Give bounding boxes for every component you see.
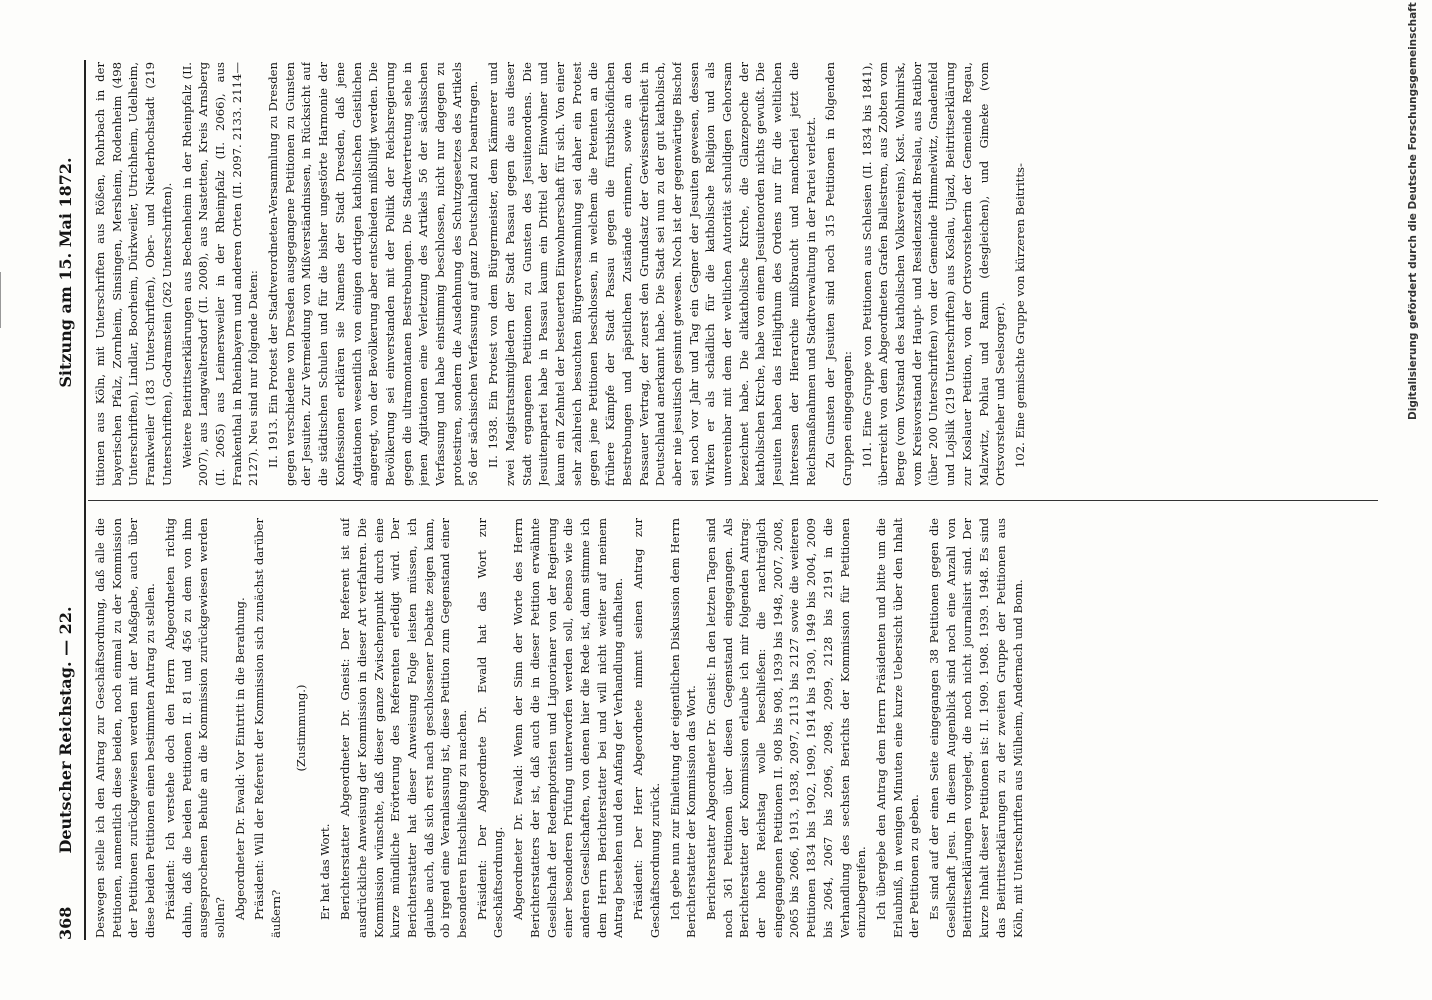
paragraph: Abgeordneter Dr. Ewald: Wenn der Sinn der Worte des Herrn Berichterstatters der ist, daß auch die in dieser Petition erwähnte Gesellschaft der Redemptoristen und Liguorianer von der Regierung einer besonderen Prüfung unterworfen werden soll, ebenso wie die anderen Gesellschaften, von denen hier die Rede ist, dann stimme ich dem Herrn Berichterstatter bei und will nicht weiter auf meinem Antrag bestehen und den Anfang der Verhandlung aufhalten. — [511, 518, 626, 938]
digitization-credit — [1400, 0, 1426, 420]
credit-text: Digitalisierung gefördert durch die Deutsche Forschungsgemeinschaft — [1407, 2, 1419, 420]
column-divider — [88, 500, 1378, 501]
paragraph: Er hat das Wort. — [318, 823, 333, 920]
paragraph: Präsident: Der Herr Abgeordnete nimmt seinen Antrag zur Geschäftsordnung zurück. — [631, 518, 662, 938]
interjection: (Zustimmung.) — [293, 684, 308, 772]
paragraph: II. 1913. Ein Protest der Stadtverordneten-Versammlung zu Dresden gegen verschiedene von Dresden ausgegangene Petitionen zu Gunsten der Jesuiten. Zur Vermeidung von Mißverständnissen, in Rücksicht auf die städtischen Schulen und für die bisher ungestörte Harmonie der Konfessionen erklären sie Namens der Stadt Dresden, daß jene Agitationen wesentlich von einigen dortigen katholischen Geistlichen angeregt, von der Bevölkerung aber entschieden mißbilligt werden. Die Bevölkerung sei einverstanden mit der Politik der Reichsregierung gegen die ultramontanen Bestrebungen. Die Stadtvertretung sehe in jenen Agitationen eine Verletzung des Artikels 56 der sächsischen Verfassung und habe einstimmig beschlossen, nicht nur dagegen zu protestiren, sondern die Ausdehnung des Schutzgesetzes des Artikels 56 der sächsischen Verfassung auf ganz Deutschland zu beantragen. — [266, 62, 481, 486]
right-column — [92, 62, 1382, 486]
paragraph: 101. Eine Gruppe von Petitionen aus Schlesien (II. 1834 bis 1841), überreicht von dem Abgeordneten Grafen Ballestrem, aus Zobten vom Berge (vom Vorstand des katholischen Volksvereins), Kost. Wohlmirsk, vom Kreisvorstand der Haupt- und Residenzstadt Breslau, aus Ratibor (über 200 Unterschriften) von der Gemeinde Himmelwitz, Gnadenfeld und Lojslik (219 Unterschriften) aus Koslau, Ujazd, Beitrittserklärung zur Koslauer Petition, von der Ortsvorsteherin der Gemeinde Regau, Malzwitz, Pohlau und Ramin (desgleichen), und Gimeke (vom Ortsvorsteher und Seelsorger). — [859, 62, 1008, 486]
paragraph: titionen aus Köln, mit Unterschriften aus Rößen, Rohrbach in der bayerischen Pfalz, Zornheim, Sinsingen, Mersheim, Rodenheim (498 Unterschriften), Lindlar, Boorheim, Dürkweiler, Utrichheim, Udelheim, Frankweiler (183 Unterschriften), Ober- und Niederhochstadt (219 Unterschriften), Godramstein (262 Unterschriften). — [93, 62, 174, 486]
paragraph: Deswegen stelle ich den Antrag zur Geschäftsordnung, daß alle die Petitionen, namentlich diese beiden, noch einmal zu der Kommission der Petitionen zurückgewiesen werden mit der Maßgabe, auch über diese beiden Petitionen einen bestimmten Antrag zu stellen. — [93, 518, 158, 938]
paragraph: Berichterstatter Abgeordneter Dr. Gneist: Der Referent ist auf ausdrückliche Anweisung der Kommission in dieser Art verfahren. Die Kommission wünschte, daß dieser ganze Zwischenpunkt durch eine kurze mündliche Erörterung des Referenten erledigt wird. Der Berichterstatter hat dieser Anweisung Folge leisten müssen, ich glaube auch, daß sich erst nach geschlossener Debatte zeigen kann, ob irgend eine Veranlassung ist, diese Petition zum Gegenstand einer besonderen Entschließung zu machen. — [338, 518, 470, 938]
page-number: 368 — [56, 906, 75, 940]
paragraph: Präsident: Ich verstehe doch den Herrn Abgeordneten richtig dahin, daß die beiden Petitionen II. 81 und 456 zu dem von ihm ausgesprochenen Behufe an die Kommission zurückgewiesen werden sollen? — [162, 518, 227, 938]
header-left-title: Deutscher Reichstag. — 22. — [56, 606, 75, 854]
paragraph: II. 1938. Ein Protest von dem Bürgermeister, dem Kämmerer und zwei Magistratsmitgliedern der Stadt Passau gegen die aus dieser Stadt ergangenen Petitionen zu Gunsten des Jesuitenordens. Die Jesuitenpartei habe in Passau kaum ein Drittel der Einwohner und kaum ein Zehntel der besteuerten Einwohnerschaft für sich. Von einer sehr zahlreich besuchten Bürgerversammlung sei daher ein Protest gegen jene Petitionen beschlossen, in welchem die Petenten an die frühere Kämpfe der Stadt Passau gegen die fürstbischöflichen Bestrebungen und päpstlichen Zustände erinnern, sowie an den Passauer Vertrag, der zuerst den Grundsatz der Gewissensfreiheit in Deutschland anerkannt habe. Die Stadt sei nun zu der gut katholisch, aber nie jesuitisch gesinnt gewesen. Noch ist der gegenwärtige Bischof sei noch vor Jahr und Tag ein Gegner der Jesuiten gewesen, dessen Wirken er als schädlich für die katholische Religion und als unvereinbar mit dem der weltlichen Autorität schuldigen Gehorsam bezeichnet habe. Die altkatholische Kirche, die Glanzepoche der katholischen Kirche, habe von einem Jesuitenorden nichts gewußt. Die Jesuiten haben das Heiligthum des Ordens nur für die weltlichen Interessen der Hierarchie mißbraucht und mancherlei jetzt die Reichsmaßnahmen und Stadtverwaltung in der Partei verletzt. — [486, 62, 818, 486]
paragraph: Es sind auf der einen Seite eingegangen 38 Petitionen gegen die Gesellschaft Jesu. In diesem Augenblick sind noch eine Anzahl von Beitrittserklärungen vorgelegt, die noch nicht journalisirt sind. Der kurze Inhalt dieser Petitionen ist: II. 1909. 1908. 1939. 1948. Es sind das Beitrittserklärungen zu der zweiten Gruppe der Petitionen aus Köln, mit Unterschriften aus Mülheim, Andernach und Bonn. — [927, 518, 1025, 938]
header-rule — [84, 60, 86, 940]
paragraph: Ich gebe nun zur Einleitung der eigentlichen Diskussion dem Herrn Berichterstatter der Kommission das Wort. — [667, 518, 699, 938]
paragraph: Zu Gunsten der Jesuiten sind noch 315 Petitionen in folgenden Gruppen eingegangen: — [823, 62, 854, 486]
paragraph: 102. Eine gemischte Gruppe von kürzeren Beitritts- — [1012, 163, 1027, 468]
paragraph: Ich übergebe den Antrag dem Herrn Präsidenten und bitte um die Erlaubniß, in wenigen Minuten eine kurze Uebersicht über den Inhalt der Petitionen zu geben. — [873, 518, 922, 938]
header-right-title: Sitzung am 15. Mai 1872. — [56, 157, 75, 388]
paragraph: Weitere Beitrittserklärungen aus Bechenheim in der Rheinpfalz (II. 2007), aus Langwaltersdorf (II. 2008), aus Nastetten, Kreis Arnsberg (II. 2065) aus Leimersweiler in der Rheinpfalz (II. 2066), aus Frankenthal in Rheinbayern und anderen Orten (II. 2097. 2133. 2114—2127). Neu sind nur folgende Daten: — [179, 62, 261, 486]
page-header — [52, 60, 80, 940]
paragraph: Präsident: Der Abgeordnete Dr. Ewald hat das Wort zur Geschäftsordnung. — [474, 518, 506, 938]
paragraph: Berichterstatter Abgeordneter Dr. Gneist: In den letzten Tagen sind noch 361 Petitionen über diesen Gegenstand eingegangen. Als Berichterstatter der Kommission erlaube ich mir folgenden Antrag: der hohe Reichstag wolle beschließen: die nachträglich eingegangenen Petitionen II. 908 bis 908, 1939 bis 1948, 2007, 2008, 2065 bis 2066, 1913, 1938, 2097, 2113 bis 2127 sowie die weiteren Petitionen 1834 bis 1902, 1909, 1914 bis 1930, 1949 bis 2004, 2009 bis 2064, 2067 bis 2096, 2098, 2099, 2128 bis 2191 in die Verhandlung des sechsten Berichts der Kommission für Petitionen einzubegreifen. — [703, 518, 869, 938]
left-column — [92, 518, 1382, 938]
paragraph: Präsident: Will der Referent der Kommission sich zunächst darüber äußern? — [252, 518, 284, 938]
paragraph: Abgeordneter Dr. Ewald: Vor Eintritt in die Berathung. — [232, 597, 247, 920]
edge-mark — [0, 272, 1, 328]
